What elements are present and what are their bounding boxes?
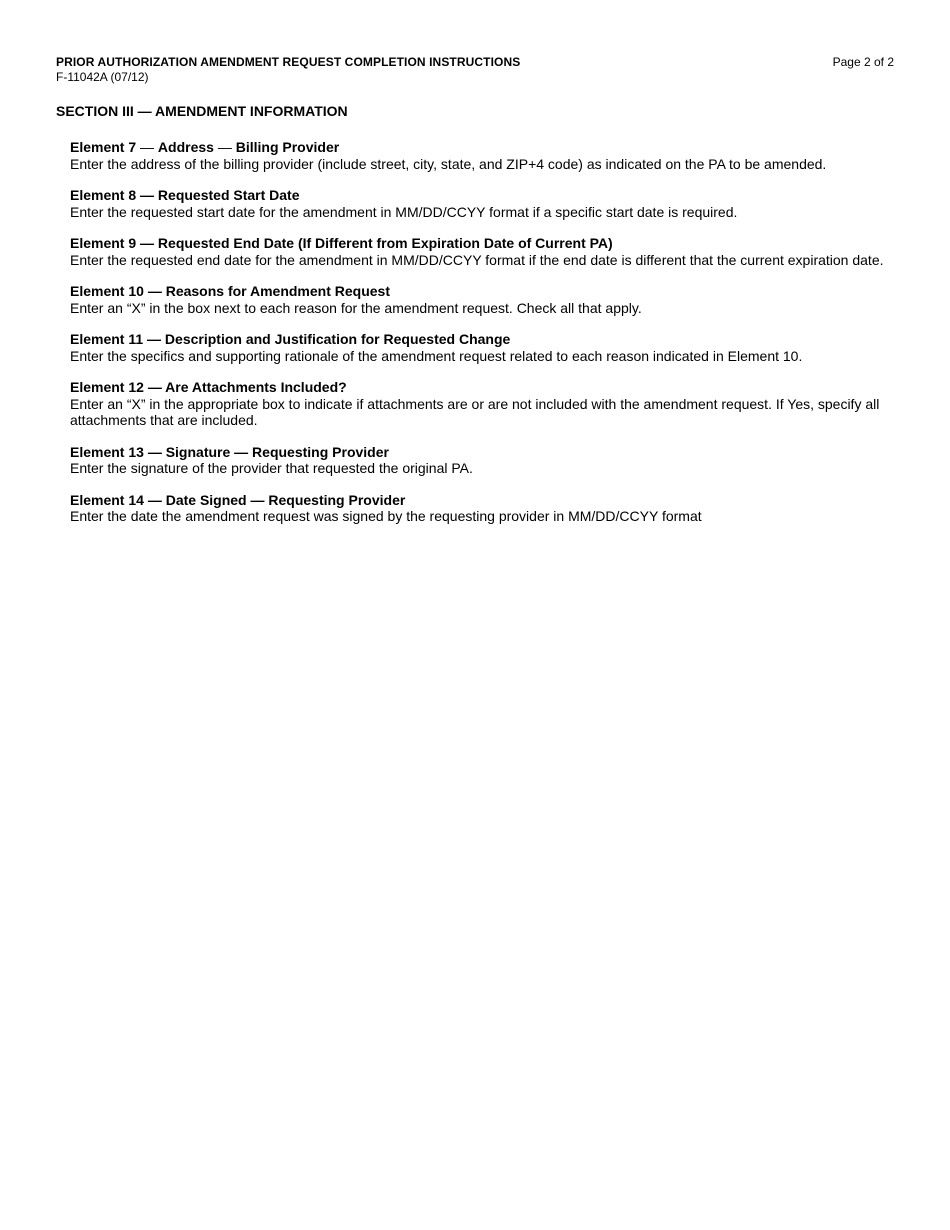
element-7	[70, 139, 890, 172]
element-12-text: Enter an “X” in the appropriate box to indicate if attachments are or are not included with the amendment request. If Yes, specify all attachments that are included.	[70, 395, 880, 428]
element-7-title-subject: Billing Provider	[235, 139, 340, 155]
element-13	[70, 444, 890, 477]
element-11-title: Element 11 — Description and Justification for Requested Change	[70, 331, 511, 347]
element-13-title: Element 13 — Signature — Requesting Provider	[70, 443, 389, 460]
element-9-title: Element 9 — Requested End Date (If Different from Expiration Date of Current PA)	[70, 235, 613, 251]
element-11-text: Enter the specifics and supporting rationale of the amendment request related to each reason indicated in Element 10.	[70, 347, 803, 364]
element-8-title: Element 8 — Requested Start Date	[70, 187, 300, 203]
element-7-title	[70, 139, 890, 156]
element-10-text: Enter an “X” in the box next to each reason for the amendment request. Check all that apply.	[70, 299, 642, 316]
element-7-title-number: Element 7	[70, 139, 137, 155]
element-14	[70, 492, 890, 525]
form-title: PRIOR AUTHORIZATION AMENDMENT REQUEST COMPLETION INSTRUCTIONS	[56, 55, 521, 69]
page-number: Page 2 of 2	[832, 55, 894, 69]
element-7-title-separator: —	[213, 139, 236, 155]
element-9-text: Enter the requested end date for the amendment in MM/DD/CCYY format if the end date is different that the current expiration date.	[70, 251, 884, 268]
element-7-text: Enter the address of the billing provider (include street, city, state, and ZIP+4 code) as indicated on the PA to be amended.	[70, 155, 827, 172]
element-7-title-separator: —	[136, 139, 158, 155]
element-14-text: Enter the date the amendment request was signed by the requesting provider in MM/DD/CCYY format	[70, 508, 702, 524]
element-8	[70, 187, 890, 220]
element-12	[70, 379, 890, 429]
form-number: F-11042A (07/12)	[56, 70, 149, 84]
element-list	[70, 139, 890, 540]
element-14-title: Element 14 — Date Signed — Requesting Provider	[70, 491, 406, 508]
element-9	[70, 235, 890, 268]
element-7-title-field: Address	[157, 139, 214, 155]
element-10	[70, 283, 890, 316]
element-13-text: Enter the signature of the provider that requested the original PA.	[70, 460, 473, 476]
element-10-title: Element 10 — Reasons for Amendment Request	[70, 283, 391, 299]
element-8-text: Enter the requested start date for the amendment in MM/DD/CCYY format if a specific start date is required.	[70, 203, 738, 220]
section-heading: SECTION III — AMENDMENT INFORMATION	[56, 103, 348, 119]
element-11	[70, 331, 890, 364]
page-header	[56, 55, 894, 85]
element-12-title: Element 12 — Are Attachments Included?	[70, 379, 347, 395]
